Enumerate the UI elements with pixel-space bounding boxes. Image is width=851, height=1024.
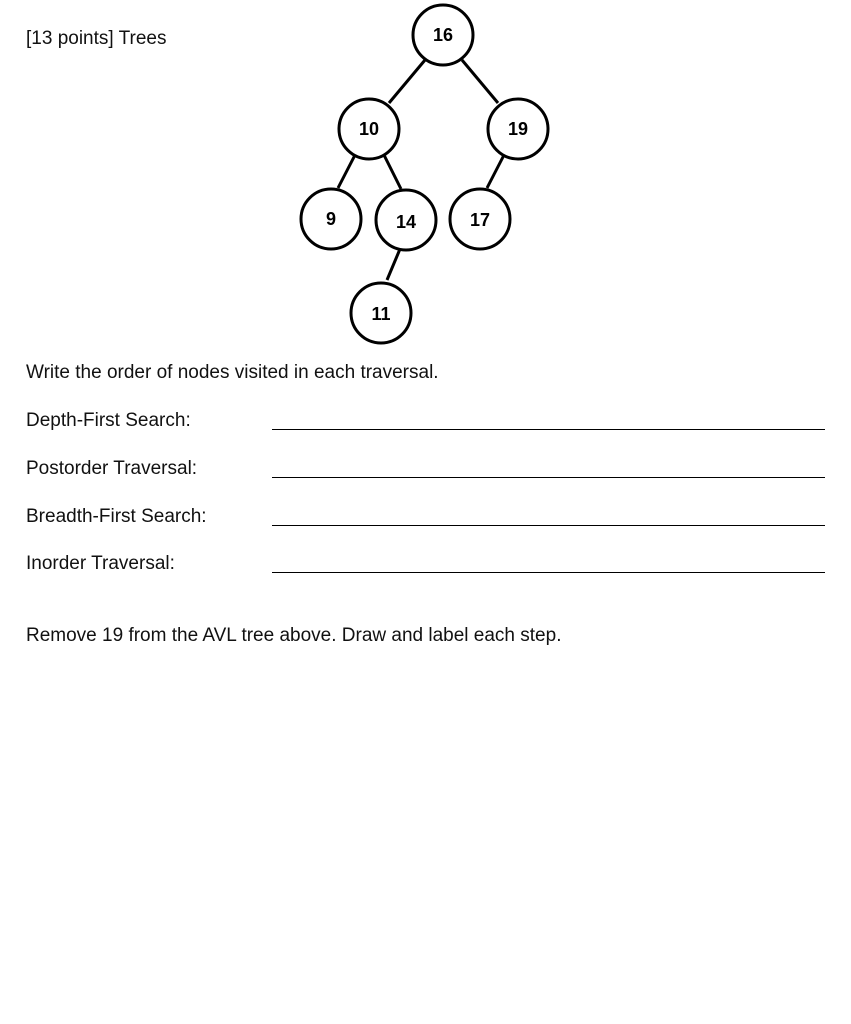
tree-node-9-label: 9 xyxy=(325,209,337,229)
edge-14-11 xyxy=(387,249,400,280)
question-heading: [13 points] Trees xyxy=(26,28,167,49)
edge-19-17 xyxy=(487,155,504,188)
postorder-answer-line[interactable] xyxy=(272,477,825,478)
tree-node-10-label: 10 xyxy=(358,119,380,139)
tree-node-9 xyxy=(301,189,361,249)
edge-16-19 xyxy=(462,60,498,103)
traversal-row-bfs xyxy=(26,505,826,531)
traversal-row-postorder xyxy=(26,457,826,483)
tree-node-14-label: 14 xyxy=(395,212,417,232)
edge-10-14 xyxy=(384,155,401,189)
avl-tree-diagram xyxy=(0,0,851,345)
tree-node-14 xyxy=(376,190,436,250)
tree-node-17-label: 17 xyxy=(469,210,491,230)
tree-node-11-label: 11 xyxy=(371,304,391,324)
edge-16-10 xyxy=(389,60,425,103)
inorder-answer-line[interactable] xyxy=(272,572,825,573)
tree-node-16-label: 16 xyxy=(432,25,454,45)
tree-node-11 xyxy=(351,283,411,343)
tree-node-17 xyxy=(450,189,510,249)
edge-10-9 xyxy=(338,155,355,188)
bfs-answer-line[interactable] xyxy=(272,525,825,526)
traversal-row-dfs xyxy=(26,409,826,435)
tree-node-19 xyxy=(488,99,548,159)
tree-node-16 xyxy=(413,5,473,65)
dfs-answer-line[interactable] xyxy=(272,429,825,430)
tree-node-10 xyxy=(339,99,399,159)
dfs-label: Depth-First Search: xyxy=(26,410,191,431)
tree-node-19-label: 19 xyxy=(507,119,529,139)
traversal-row-inorder xyxy=(26,552,826,578)
inorder-label: Inorder Traversal: xyxy=(26,553,175,574)
postorder-label: Postorder Traversal: xyxy=(26,458,198,479)
removal-prompt: Remove 19 from the AVL tree above. Draw and label each step. xyxy=(26,625,562,646)
traversal-prompt: Write the order of nodes visited in each traversal. xyxy=(26,362,439,383)
bfs-label: Breadth-First Search: xyxy=(26,506,207,527)
